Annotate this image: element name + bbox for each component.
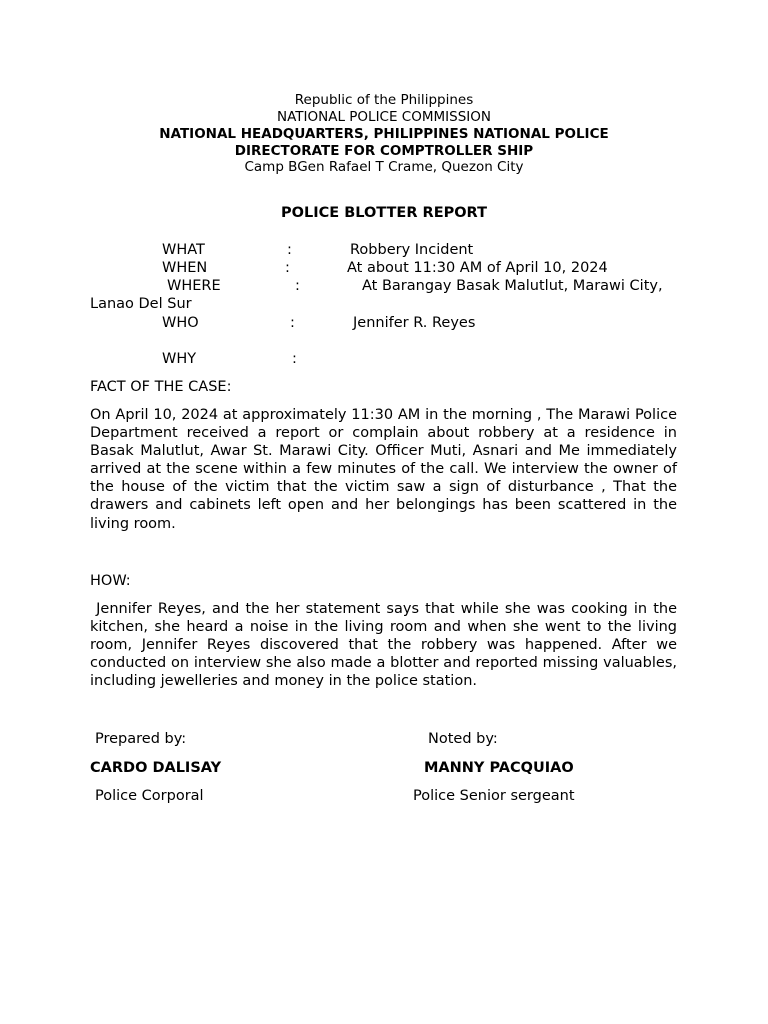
where-colon: :	[295, 278, 300, 294]
when-value: At about 11:30 AM of April 10, 2024	[347, 260, 608, 276]
header-directorate: DIRECTORATE FOR COMPTROLLER SHIP	[234, 143, 534, 159]
where-label: WHERE	[167, 278, 221, 294]
why-label: WHY	[162, 351, 197, 367]
noted-by-label: Noted by:	[428, 731, 498, 747]
what-label: WHAT	[162, 242, 205, 258]
prepared-by-name: CARDO DALISAY	[90, 760, 222, 776]
header-commission: NATIONAL POLICE COMMISSION	[277, 109, 491, 125]
header-headquarters: NATIONAL HEADQUARTERS, PHILIPPINES NATIONAL POLICE	[159, 126, 609, 142]
who-label: WHO	[162, 315, 199, 331]
when-label: WHEN	[162, 260, 208, 276]
facts-heading: FACT OF THE CASE:	[90, 379, 232, 395]
facts-paragraph: On April 10, 2024 at approximately 11:30 AM in the morning , The Marawi Police Department received a report or complain about robbery at a residence in Basak Malutlut, Awar St. Marawi City. Officer Muti, Asnari and Me immediately arrived at the scene within a few minutes of the call. We interview the owner of the house of the victim that the victim saw a sign of disturbance , That the drawers and cabinets left open and her belongings has been scattered in the living room.	[90, 407, 677, 532]
prepared-by-title: Police Corporal	[95, 788, 204, 804]
header-republic: Republic of the Philippines	[294, 92, 474, 108]
header-address: Camp BGen Rafael T Crame, Quezon City	[244, 159, 524, 175]
when-colon: :	[285, 260, 290, 276]
what-colon: :	[287, 242, 292, 258]
who-value: Jennifer R. Reyes	[353, 315, 476, 331]
what-value: Robbery Incident	[350, 242, 474, 258]
noted-by-name: MANNY PACQUIAO	[424, 760, 574, 776]
how-paragraph: Jennifer Reyes, and the her statement says that while she was cooking in the kitchen, she heard a noise in the living room and when she went to the living room, Jennifer Reyes discovered that the robbery was happened. After we conducted on interview she also made a blotter and reported missing valuables, including jewelleries and money in the police station.	[90, 601, 682, 690]
where-value-continued: Lanao Del Sur	[90, 296, 192, 312]
who-colon: :	[290, 315, 295, 331]
why-colon: :	[292, 351, 297, 367]
report-title: POLICE BLOTTER REPORT	[281, 205, 487, 221]
prepared-by-label: Prepared by:	[95, 731, 187, 747]
how-heading: HOW:	[90, 573, 131, 589]
noted-by-title: Police Senior sergeant	[413, 788, 575, 804]
where-value: At Barangay Basak Malutlut, Marawi City,	[362, 278, 663, 294]
